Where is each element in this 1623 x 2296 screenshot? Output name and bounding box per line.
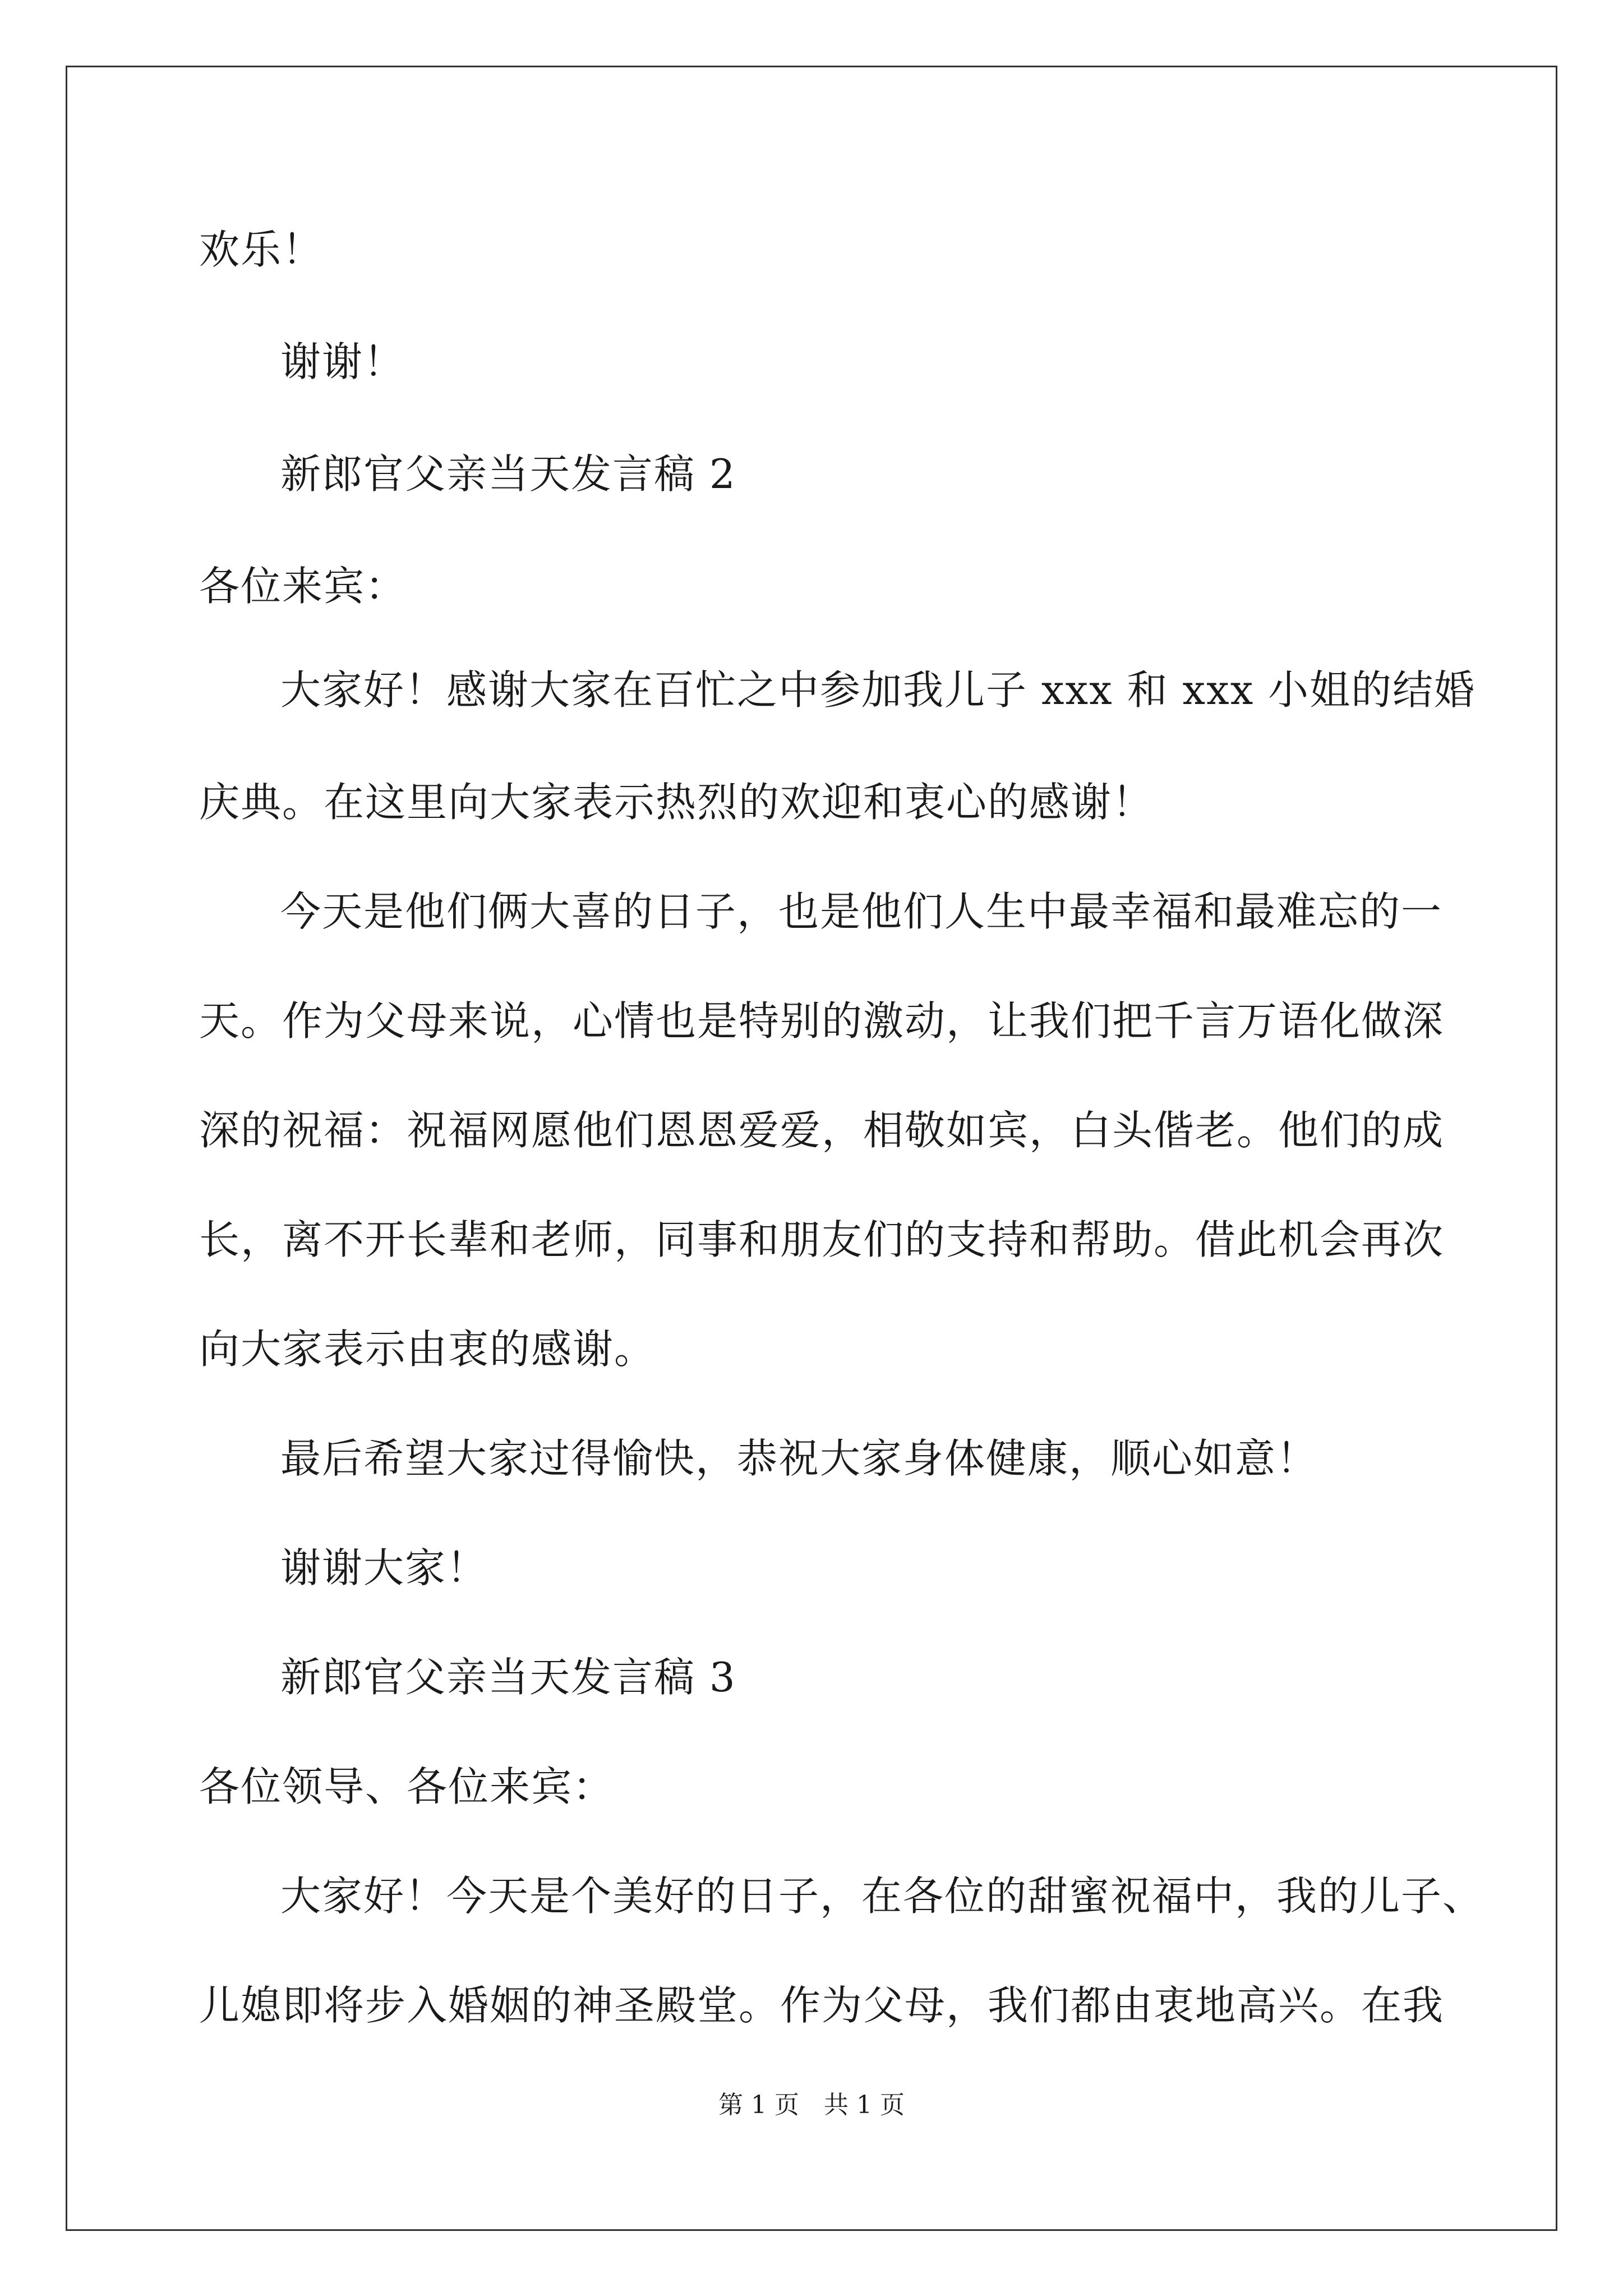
section-heading-speech-2: 新郎官父亲当天发言稿 2 <box>280 450 736 498</box>
paragraph-line: 天。作为父母来说，心情也是特别的激动，让我们把千言万语化做深 <box>199 997 1445 1045</box>
paragraph-line: 向大家表示由衷的感谢。 <box>199 1326 656 1373</box>
text-line-salutation: 各位领导、各位来宾： <box>199 1763 615 1810</box>
paragraph-line: 庆典。在这里向大家表示热烈的欢迎和衷心的感谢！ <box>199 779 1154 826</box>
page-number-footer: 第 1 页 共 1 页 <box>718 2091 905 2119</box>
text-line-closing-joy: 欢乐！ <box>199 226 324 273</box>
paragraph-line: 大家好！今天是个美好的日子，在各位的甜蜜祝福中，我的儿子、 <box>280 1872 1484 1920</box>
paragraph-line: 今天是他们俩大喜的日子，也是他们人生中最幸福和最难忘的一 <box>280 888 1443 935</box>
paragraph-line: 深的祝福：祝福网愿他们恩恩爱爱，相敬如宾，白头偕老。他们的成 <box>199 1107 1445 1154</box>
text-line-salutation: 各位来宾： <box>199 563 407 610</box>
paragraph-line: 长，离不开长辈和老师，同事和朋友们的支持和帮助。借此机会再次 <box>199 1216 1445 1263</box>
paragraph-line: 大家好！感谢大家在百忙之中参加我儿子 xxx 和 xxx 小姐的结婚 <box>280 666 1476 714</box>
paragraph-line: 最后希望大家过得愉快，恭祝大家身体健康，顺心如意！ <box>280 1435 1318 1482</box>
paragraph-line: 儿媳即将步入婚姻的神圣殿堂。作为父母，我们都由衷地高兴。在我 <box>199 1982 1445 2029</box>
section-heading-speech-3: 新郎官父亲当天发言稿 3 <box>280 1654 736 1701</box>
text-line-thanks: 谢谢！ <box>280 338 405 385</box>
text-line-thanks-everyone: 谢谢大家！ <box>280 1544 488 1591</box>
